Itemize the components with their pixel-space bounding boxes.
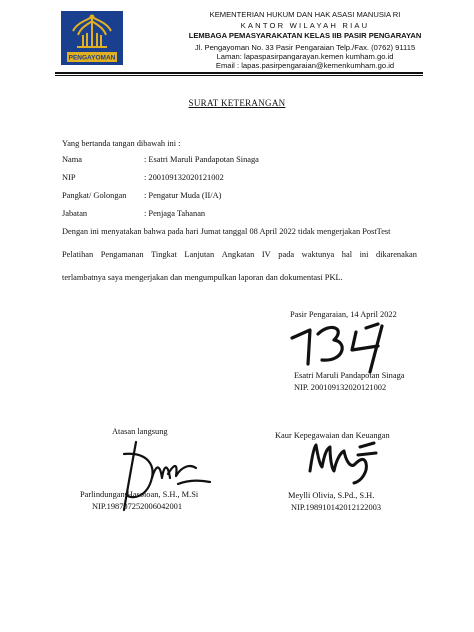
signer-name: Esatri Maruli Pandapotan Sinaga — [294, 371, 405, 380]
left-signatory-role: Atasan langsung — [112, 427, 168, 436]
signer-nip: NIP. 200109132020121002 — [294, 383, 387, 392]
logo-wordmark: PENGAYOMAN — [68, 54, 116, 62]
body-paragraph-line-3: terlambatnya saya mengerjakan dan mengumpulkan laporan dan dokumentasi PKL. — [62, 273, 343, 282]
field-label-nip: NIP — [62, 173, 76, 182]
intro-text: Yang bertanda tangan dibawah ini : — [62, 139, 181, 148]
body-word: Tingkat — [151, 250, 177, 259]
field-label-name: Nama — [62, 155, 82, 164]
body-word: ini — [359, 250, 369, 259]
right-signatory-role: Kaur Kepegawaian dan Keuangan — [275, 431, 390, 440]
left-signatory-nip: NIP.198707252006042001 — [92, 502, 183, 511]
body-word: IV — [261, 250, 271, 259]
letter-title: SURAT KETERANGAN — [188, 98, 286, 108]
field-value-position: : Penjaga Tahanan — [144, 209, 206, 218]
website-line: Laman: lapaspasirpangarayan.kemen kumham.go.id — [216, 52, 394, 61]
body-word: waktunya — [301, 250, 335, 259]
institution-name: LEMBAGA PEMASYARAKATAN KELAS IIB PASIR PENGARAYAN — [188, 31, 422, 40]
body-paragraph-line-1: Dengan ini menyatakan bahwa pada hari Jumat tanggal 08 April 2022 tidak mengerjakan PostTest — [62, 227, 391, 236]
place-and-date: Pasir Pengaraian, 14 April 2022 — [290, 310, 397, 319]
pengayoman-logo-icon — [61, 11, 123, 65]
body-word: Lanjutan — [184, 250, 215, 259]
body-word: Angkatan — [221, 250, 255, 259]
header-divider-thin — [55, 75, 423, 76]
right-signatory-nip: NIP.198910142012122003 — [291, 503, 382, 512]
field-value-nip: : 200109132020121002 — [144, 173, 224, 182]
header-divider-thick — [55, 72, 423, 74]
body-paragraph-line-2 — [62, 250, 417, 259]
body-word: pada — [278, 250, 295, 259]
field-value-name: : Esatri Maruli Pandapotan Sinaga — [144, 155, 259, 164]
body-word: hal — [341, 250, 353, 259]
email-line: Email : lapas.pasirpengaraian@kemenkumham.go.id — [215, 61, 395, 70]
address-line: Jl. Pengayoman No. 33 Pasir Pengaraian Telp./Fax. (0762) 91115 — [194, 43, 416, 52]
body-word: dikarenakan — [376, 250, 417, 259]
body-word: Pengamanan — [100, 250, 144, 259]
field-label-rank: Pangkat/ Golongan — [62, 191, 127, 200]
right-signatory-signature-icon — [304, 437, 384, 487]
right-signatory-name: Meylli Olivia, S.Pd., S.H. — [288, 491, 375, 500]
body-word: Pelatihan — [62, 250, 94, 259]
signer-signature-icon — [282, 316, 404, 376]
field-label-position: Jabatan — [62, 209, 88, 218]
ministry-name: KEMENTERIAN HUKUM DAN HAK ASASI MANUSIA RI — [209, 10, 401, 19]
regional-office: KANTOR WILAYAH RIAU — [240, 21, 370, 30]
left-signatory-name: Parlindungan Hasoloan, S.H., M.Si — [80, 490, 199, 499]
field-value-rank: : Pengatur Muda (II/A) — [144, 191, 222, 200]
